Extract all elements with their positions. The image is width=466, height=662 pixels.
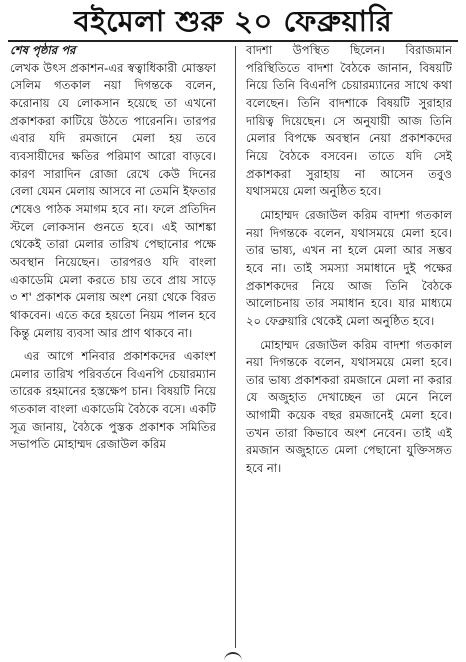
continued-from-label: শেষ পৃষ্ঠার পর xyxy=(10,43,76,57)
headline: বইমেলা শুরু ২০ ফেব্রুয়ারি xyxy=(73,4,393,38)
page-edge-mark xyxy=(224,652,242,662)
article-paragraph: মোহাম্মদ রেজাউল করিম বাদশা গতকাল নয়া দিগন্তকে বলেন, যথাসময়ে মেলা হবে। তার ভাষ্য, এখন না হলে মেলা আর সম্ভব হবে না। তাই সমস্যা সমাধানে দুই পক্ষের প্রকাশকদের নিয়ে আজ তিনি বৈঠকে আলোচনায় তার সমাধান হবে। যার মাধ্যমে ২০ ফেব্রুয়ারি থেকেই মেলা অনুষ্ঠিত হবে। xyxy=(246,207,452,328)
right-column xyxy=(246,42,452,648)
article-paragraph: লেখক উৎস প্রকাশন-এর স্বত্বাধিকারী মোস্তফা সেলিম গতকাল নয়া দিগন্তকে বলেন, করোনায় যে লোকসান হয়েছে তা এখনো প্রকাশকরা কাটিয়ে উঠতে পারেননি। তারপর এবার যদি রমজানে মেলা হয় তবে ব্যবসায়ীদের ক্ষতির পরিমাণ আরো বাড়বে। কারণ সারাদিন রোজা রেখে কেউ দিনের বেলা যেমন মেলায় আসবে না তেমনি ইফতার শেষেও পাঠক সমাগম হবে না। ফলে প্রতিদিন স্টলে লোকসান গুনতে হবে। এই আশঙ্কা থেকেই তারা মেলার তারিখ পেছানোর পক্ষে অবস্থান নিয়েছেন। তারপরও যদি বাংলা একাডেমি মেলা করতে চায় তবে প্রায় সাড়ে ৩ শ' প্রকাশক মেলায় অংশ নেয়া থেকে বিরত থাকবেন। এতে করে হয়তো নিয়ম পালন হবে কিন্তু মেলায় ব্যবসা আর প্রাণ থাকবে না। xyxy=(10,60,216,340)
left-column xyxy=(10,42,216,648)
article-paragraph: মোহাম্মদ রেজাউল করিম বাদশা গতকাল নয়া দিগন্তকে বলেন, যথাসময়ে মেলা হবে। তার ভাষ্য প্রকাশকরা রমজানে মেলা না করার যে অজুহাত দেখাচ্ছেন তা মেনে নিলে আগামী কয়েক বছর রমজানেই মেলা হবে। তখন তারা কিভাবে অংশ নেবেন। তাই এই রমজান অজুহাতে মেলা পেছানো যুক্তিসঙ্গত হবে না। xyxy=(246,337,452,476)
column-divider xyxy=(235,46,236,648)
article-paragraph: এর আগে শনিবার প্রকাশকদের একাংশ মেলার তারিখ পরিবর্তনে বিএনপি চেয়ারম্যান তারেক রহমানের হস্তক্ষেপ চান। বিষয়টি নিয়ে গতকাল বাংলা একাডেমি বৈঠকে বসে। একটি সূত্র জানায়, বৈঠকে পুস্তক প্রকাশক সমিতির সভাপতি মোহাম্মদ রেজাউল করিম xyxy=(10,349,216,452)
article-paragraph: বাদশা উপস্থিত ছিলেন। বিরাজমান পরিস্থিতিতে বাদশা বৈঠকে জানান, বিষয়টি নিয়ে তিনি বিএনপি চেয়ারম্যানের সাথে কথা বলেছেন। তিনি বাদশাকে বিষয়টি সুরাহার দায়িত্ব দিয়েছেন। সে অনুযায়ী আজ তিনি মেলার বিপক্ষে অবস্থান নেয়া প্রকাশকদের নিয়ে বৈঠকে বসবেন। তাতে যদি সেই প্রকাশকরা সুরাহায় না আসেন তবুও যথাসময়ে মেলা অনুষ্ঠিত হবে। xyxy=(246,43,452,199)
